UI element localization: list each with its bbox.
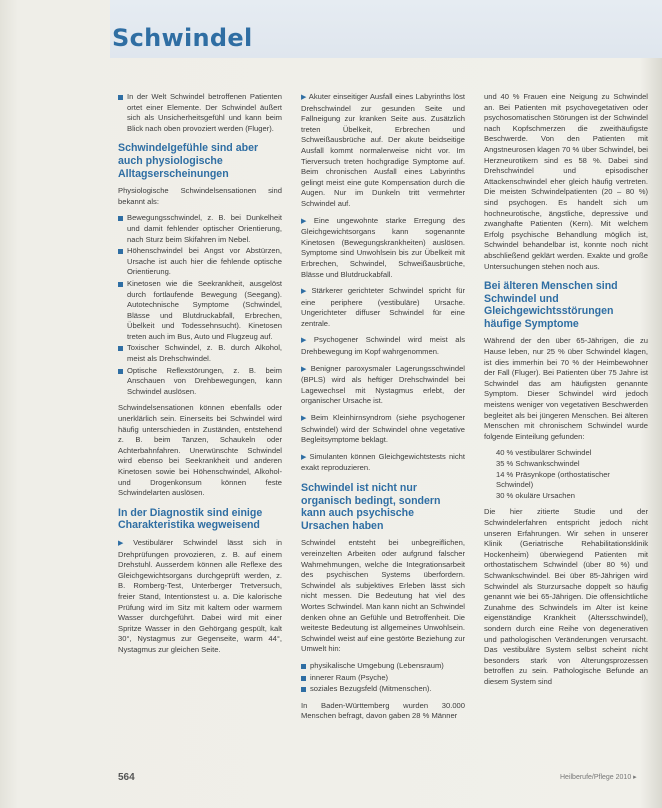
triangle-bullet-icon: ▶: [118, 539, 132, 547]
page-number: 564: [118, 772, 135, 783]
paragraph: [118, 538, 282, 656]
statistics-list: [484, 448, 648, 501]
column-3: [484, 92, 648, 693]
triangle-bullet-icon: ▶: [301, 288, 310, 296]
statistics-item: 40 % vestibulärer Schwindel: [496, 448, 592, 458]
list-item: Optische Reflexstörungen, z. B. beim Anschauen von Drehbewegungen, kann Schwindel auslösen.: [118, 366, 282, 398]
subheading-psychological: Schwindel ist nicht nur organisch bedingt, sondern kann auch psychische Ursachen haben: [301, 482, 441, 532]
statistics-item: 30 % okuläre Ursachen: [496, 490, 575, 500]
bullet-list-relations: [301, 661, 465, 695]
paragraph: [301, 335, 465, 357]
paragraph: [301, 364, 465, 407]
paragraph: [301, 413, 465, 446]
column-1: [118, 92, 282, 662]
paragraph-text: Benigner paroxysmaler Lagerungsschwindel (BPLS) wird als heftiger Drehschwindel bei Lagewechsel mit Nystagmus erlebt, der organischer Ursache ist.: [301, 363, 465, 406]
paragraph-text: Beim Kleinhirnsyndrom (siehe psychogener Schwindel) wird der Schwindel ohne vegetative Begleitsymptome beklagt.: [301, 413, 465, 445]
paragraph-text: Akuter einseitiger Ausfall eines Labyrinths löst Drehschwindel zur gesunden Seite und Fallneigung zur kranken Seite aus. Zusätzlich treten Übelkeit, Erbrechen und Schweißausbrüche auf. Der akute beidseitige Ausfall kommt normalerweise nicht vor. Im Tierversuch treten hochgradige Symptome auf. Beim chronischen Ausfall eines Labyrinths gelingt meist eine gute Kompensation durch die Augen. Nur im Dunkeln tritt vermehrter Schwindel auf.: [301, 92, 465, 208]
triangle-bullet-icon: ▶: [301, 94, 307, 101]
statistics-item: 14 % Präsynkope (orthostatischer Schwindel): [496, 469, 610, 490]
triangle-bullet-icon: ▶: [301, 217, 312, 225]
list-item: Bewegungsschwindel, z. B. bei Dunkelheit und damit fehlender optischer Orientierung, nach Sturz beim Skifahren im Nebel.: [118, 213, 282, 245]
paragraph: [301, 286, 465, 329]
journal-name: Heilberufe/Pflege 2010 ▸: [560, 774, 637, 781]
paragraph: Schwindel entsteht bei unbegreiflichen, vereinzelten Arbeiten oder aufgrund falscher Wahrnehmungen, welche die Integrationsarbeit des psychischen Systems überfordern. Schwindel als subjektives Erleben lässt sich nicht messen. Die Bedeutung hat viel des Wortes Schwindel. Man kann nicht an Schwindel denken ohne an Gefühle und Betroffenheit. Die weiteste Bedeutung ist allgemeines Unwohlsein. Schwindel weist auf eine gestörte Beziehung zur Umwelt hin:: [301, 538, 465, 654]
list-item: Höhenschwindel bei Angst vor Abstürzen, Ursache ist auch hier die fehlende optische Orientierung.: [118, 246, 282, 278]
paragraph: [301, 452, 465, 474]
triangle-bullet-icon: ▶: [301, 415, 309, 423]
paragraph: Physiologische Schwindelsensationen sind bekannt als:: [118, 186, 282, 206]
triangle-bullet-icon: ▶: [301, 365, 309, 373]
paragraph: In Baden-Württemberg wurden 30.000 Menschen befragt, davon gaben 28 % Männer: [301, 700, 465, 721]
list-item: Toxischer Schwindel, z. B. durch Alkohol, meist als Drehschwindel.: [118, 343, 282, 364]
list-item: innerer Raum (Psyche): [301, 673, 465, 684]
paragraph: Schwindelsensationen können ebenfalls oder unerklärlich sein. Einerseits bei Schwindel wird häufig unterschieden in Zuständen, entstehend z. B. beim Tanzen, Schaukeln oder Achterbahnfahren. Unerwünschte Schwindel wird ebenso bei Seekrankheit und anderen Kinetosen sowie bei Höhenschwindel, Alkohol- und Drogenkonsum können feste Schwindelarten auslösen.: [118, 403, 282, 498]
triangle-bullet-icon: ▶: [301, 453, 308, 461]
paragraph-text: Simulanten können Gleichgewichtstests nicht exakt reproduzieren.: [301, 451, 465, 473]
statistics-item: 35 % Schwankschwindel: [496, 459, 580, 468]
triangle-bullet-icon: ▶: [301, 337, 312, 345]
list-item: physikalische Umgebung (Lebensraum): [301, 661, 465, 672]
column-2: [301, 92, 465, 728]
intro-list: [118, 92, 282, 134]
subheading-physiological: Schwindelgefühle sind aber auch physiologische Alltagserscheinungen: [118, 142, 259, 180]
intro-bullet: In der Welt Schwindel betroffenen Patienten ortet einer Elemente. Der Schwindel äußert sich als Unsicherheitsgefühl und kann beim Blick nach oben provoziert werden (Fluger).: [118, 92, 282, 134]
paragraph: Die hier zitierte Studie und der Schwindelerfahren entspricht jedoch nicht unseren Erfahrungen. Wir sehen in unserer Klinik (Geriatrische Rehabilitationsklinik Hockenheim) überwiegend Patienten mit orthostatischem Schwindel (über 80 %) und Schwankschwindel. Bei über 85-Jährigen wird Schwindel als Sturzursache doppelt so häufig genannt wie bei 65-Jährigen. Die offensichtliche Zunahme des Schwindels im Alter ist keine eigenständige Krankheit (Altersschwindel), sondern durch eine Reihe von degenerativen und pathologischen Veränderungen verursacht. Das vestibuläre System selbst scheint nicht besonders stark von Alterungsprozessen betroffen zu sein. Pathologische Befunde an diesem System sind: [484, 507, 648, 686]
paragraph: [301, 92, 465, 210]
list-item: soziales Bezugsfeld (Mitmenschen).: [301, 684, 465, 695]
paragraph-text: Psychogener Schwindel wird meist als Drehbewegung im Kopf wahrgenommen.: [301, 335, 465, 357]
paragraph-text: Eine ungewohnte starke Erregung des Gleichgewichtsorgans kann sogenannte Kinetosen (Bewegungskrankheiten) auslösen. Symptome sind Unwohlsein bis zur Übelkeit mit Erbrechen, Schwindel, Schweißausbrüche, Blässe und Blutdruckabfall.: [301, 215, 465, 279]
paragraph: Während der den über 65-Jährigen, die zu Hause leben, nur 25 % über Schwindel klagen, ist dies immerhin bei 70 % der Heimbewohner der Fall (Fluger). Bei Patienten über 75 Jahre ist Schwindel das am häufigsten genannte Symptom. Dieser Schwindel wird jedoch meistens weniger von vegetativen Beschwerden begleitet als bei jüngeren Menschen. Bei älteren Menschen mit chronischem Schwindel wurde folgende Einteilung gefunden:: [484, 336, 648, 441]
section-title: Schwindel: [112, 24, 253, 52]
subheading-elderly: Bei älteren Menschen sind Schwindel und Gleichgewichtsstörungen häufige Symptome: [484, 280, 618, 330]
paragraph-text: Vestibulärer Schwindel lässt sich in Drehprüfungen provozieren, z. B. auf einem Drehstuhl. Ausserdem können alle Reflexe des Gleichgewichtsorgans durchgeprüft werden, z. B. Romberg-Test, Unterberger Tretversuch, freier Stand, Intentionstest u. a. Die kalorische Prüfung wird im Sitz mit kaltem oder warmem Wasser durchgeführt. Dabei wird mit einer Spritze Wasser in den Gehörgang gespült, kalt 30°, Nystagmus zur Gegenseite, warm 44°, Nystagmus zur gleichen Seite.: [118, 537, 282, 654]
paragraph: [301, 216, 465, 281]
bullet-list-physiological: [118, 213, 282, 397]
subheading-diagnostics: In der Diagnostik sind einige Charakteristika wegweisend: [118, 506, 263, 532]
paragraph-text: Stärkerer gerichteter Schwindel spricht für eine periphere (vestibuläre) Ursache. Ungerichteter diffuser Schwindel für eine zentrale.: [301, 286, 465, 328]
list-item: Kinetosen wie die Seekrankheit, ausgelöst durch fortlaufende Bewegung (Seegang). Autotechnische Symptome (Schwindel, Blässe und Blutdruckabfall, Erbrechen, Übelkeit und Todessehnsucht). Kinetosen treten auch im Bus, Auto und Flugzeug auf.: [118, 279, 282, 343]
paragraph: und 40 % Frauen eine Neigung zu Schwindel an. Bei Patienten mit psychovegetativen oder psychosomatischen Störungen ist der Schwindel nach Kopfschmerzen die zweithäufigste Beschwerde. Von den Patienten mit Angstneurosen klagen 70 % über Schwindel, bei Herzneurotikern sind es 58 %. Dabei sind Drehschwindel und episodischer Attackenschwindel eher gleich häufig vertreten. Die meisten Schwindelpatienten (20 – 80 %) sind psychogen. Es handelt sich um hochneurotische, ängstliche, depressive und zwanghafte Patienten (Kern). Mit welchem Erfolg psychische Behandlung möglich ist, Schwindel behandelbar ist, konnte noch nicht abschließend geklärt werden. Exakte und große Untersuchungen stehen noch aus.: [484, 92, 648, 271]
